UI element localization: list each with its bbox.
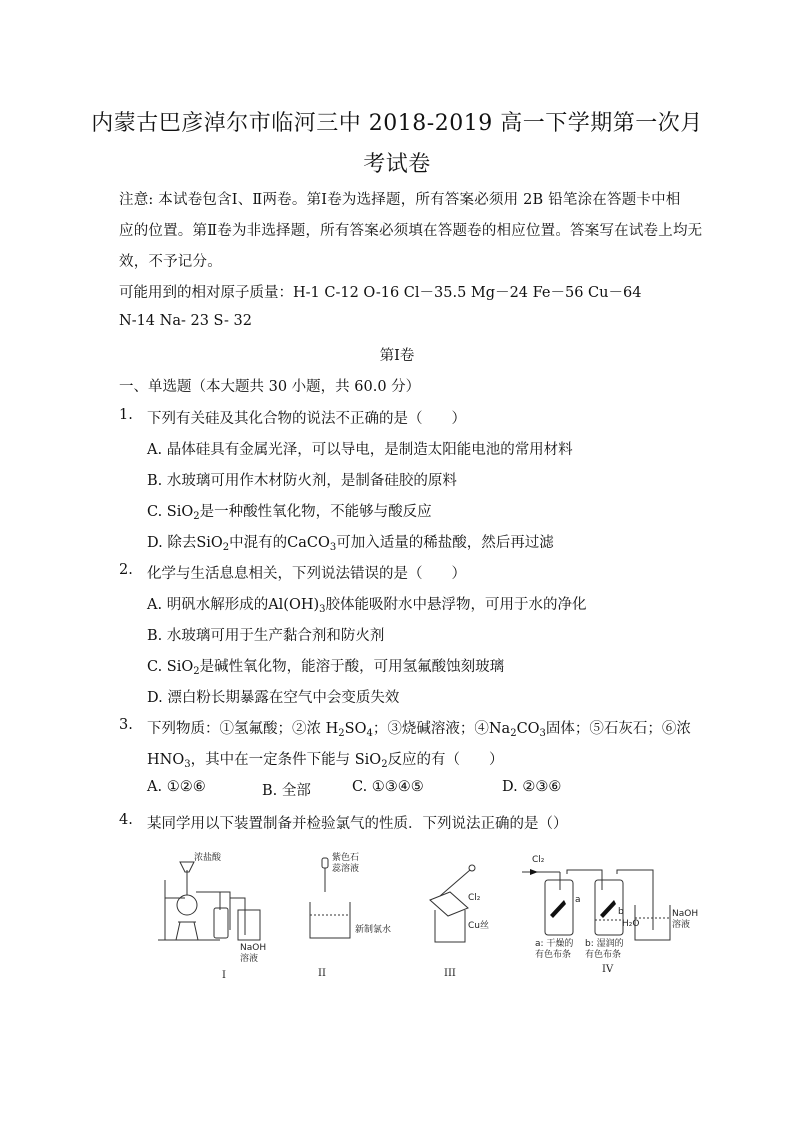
label-apparatus-2: II: [318, 968, 326, 979]
question-stem: 某同学用以下装置制备并检验氯气的性质．下列说法正确的是（）: [147, 816, 568, 832]
option-a: A. 晶体硅具有金属光泽，可以导电，是制造太阳能电池的常用材料: [147, 442, 573, 458]
question-stem: 化学与生活息息相关，下列说法错误的是（ ）: [147, 566, 466, 582]
option-d: D. 漂白粉长期暴露在空气中会变质失效: [147, 690, 400, 706]
cloth-strip-a: [550, 900, 566, 918]
question-number: 4.: [119, 812, 133, 828]
label-b-desc2: 有色布条: [585, 950, 622, 960]
notice-line1: 注意: 本试卷包含Ⅰ、Ⅱ两卷。第Ⅰ卷为选择题，所有答案必须用 2B 铅笔涂在答题卡中相: [119, 192, 681, 208]
question-number: 3.: [119, 717, 133, 733]
exam-title-line2: 考试卷: [363, 152, 431, 177]
option-d: D. 除去SiO$_2$中混有的CaCO$_3$可加入适量的稀盐酸，然后再过滤: [147, 535, 554, 553]
label-cl2: Cl₂: [468, 893, 481, 903]
question-stem: 下列有关硅及其化合物的说法不正确的是（ ）: [147, 411, 466, 427]
question-stem: 下列物质：①氢氟酸；②浓 $H_2SO_4$；③烧碱溶液；$④Na_2CO_3$固体；⑤石灰石；⑥浓: [147, 721, 691, 739]
option-c: C. SiO$_2$是碱性氧化物，能溶于酸，可用氢氟酸蚀刻玻璃: [147, 659, 505, 677]
apparatus-diagram: [150, 850, 710, 985]
volume-heading: 第Ⅰ卷: [379, 348, 415, 364]
option-a: A. ①②⑥: [147, 779, 206, 795]
label-chlorine-water: 新制氯水: [355, 925, 392, 935]
label-solution-iv: 溶液: [672, 920, 691, 930]
option-b: B. 水玻璃可用于生产黏合剂和防火剂: [147, 628, 385, 644]
section-heading: 一、单选题（本大题共 30 小题，共 60.0 分）: [119, 379, 421, 395]
label-conc-hcl: 浓盐酸: [194, 853, 222, 863]
label-apparatus-3: III: [444, 968, 456, 979]
label-litmus-1: 紫色石: [332, 853, 360, 863]
question-number: 2.: [119, 562, 133, 578]
label-apparatus-4: IV: [602, 964, 614, 975]
flow-arrow: [530, 869, 538, 875]
exam-title-line1: 内蒙古巴彦淖尔市临河三中 2018-2019 高一下学期第一次月: [91, 111, 703, 136]
option-d: D. ②③⑥: [502, 779, 562, 795]
label-cu-wire: Cu丝: [468, 921, 489, 931]
question-stem-cont: $HNO_3$，其中在一定条件下能与 SiO$_2$反应的有（ ）: [147, 752, 504, 770]
cloth-strip-b: [600, 900, 616, 918]
label-a-desc2: 有色布条: [535, 950, 572, 960]
label-naoh: NaOH: [240, 943, 267, 953]
option-c: C. SiO$_2$是一种酸性氧化物，不能够与酸反应: [147, 504, 432, 522]
notice-line2: 应的位置。第Ⅱ卷为非选择题，所有答案必须填在答题卷的相应位置。答案写在试卷上均无: [119, 223, 703, 239]
apparatus-figure: [150, 850, 710, 985]
label-a-desc1: a: 干燥的: [535, 939, 574, 949]
atomic-mass-line2: N-14 Na- 23 S- 32: [119, 313, 252, 329]
notice-line3: 效，不予记分。: [119, 254, 222, 270]
label-h2o: H₂O: [622, 919, 640, 929]
atomic-mass-line1: 可能用到的相对原子质量：H-1 C-12 O-16 Cl－35.5 Mg－24 Fe－56 Cu－64: [119, 285, 642, 301]
label-cl2-in: Cl₂: [532, 855, 545, 865]
label-b: b: [618, 907, 624, 917]
label-b-desc1: b: 湿润的: [585, 939, 624, 949]
label-litmus-2: 蕊溶液: [332, 864, 360, 874]
option-c: C. ①③④⑤: [352, 779, 424, 795]
option-b: B. 水玻璃可用作木材防火剂，是制备硅胶的原料: [147, 473, 457, 489]
option-b: B. 全部: [262, 783, 311, 799]
label-naoh-iv: NaOH: [672, 909, 699, 919]
question-number: 1.: [119, 407, 133, 423]
label-apparatus-1: I: [222, 970, 226, 981]
option-a: A. 明矾水解形成的$Al(OH)_3$胶体能吸附水中悬浮物，可用于水的净化: [147, 597, 587, 615]
label-a: a: [575, 895, 581, 905]
label-solution: 溶液: [240, 954, 259, 964]
